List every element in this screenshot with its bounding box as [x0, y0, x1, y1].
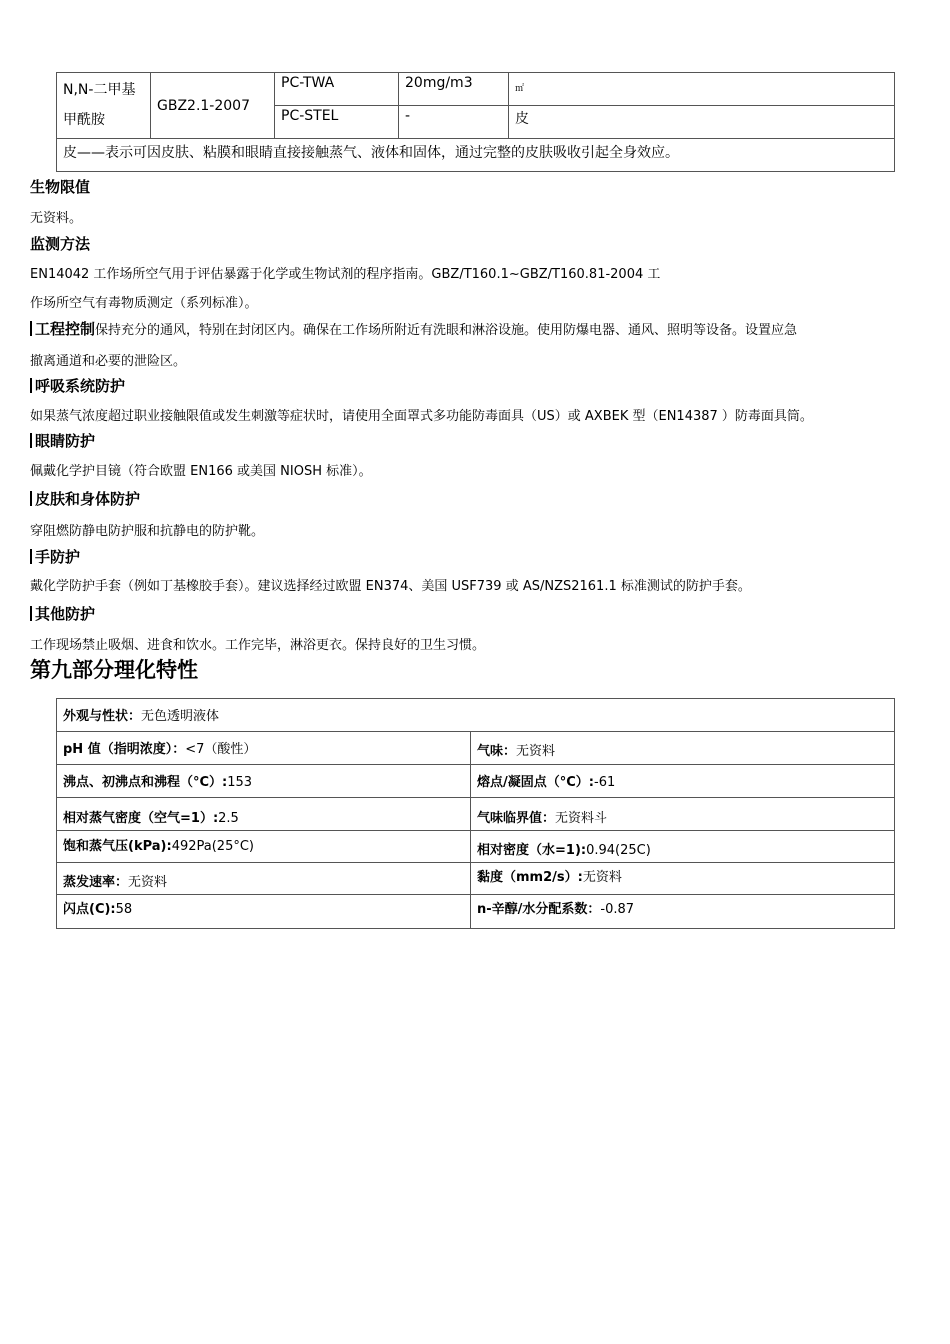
- skin-text: 穿阻燃防静电防护服和抗静电的防护靴。: [30, 524, 265, 539]
- property-cell: [471, 765, 895, 798]
- property-cell: [471, 831, 895, 863]
- skin-note: 皮——表示可因皮肤、粘膜和眼睛直接接触蒸气、液体和固体，通过完整的皮肤吸收引起全身效应。: [57, 139, 895, 172]
- other-heading-wrap: [30, 603, 95, 624]
- property-value: 无资料: [516, 744, 556, 759]
- table-row: [57, 699, 895, 732]
- property-value: 153: [227, 775, 253, 790]
- bio-limit-heading: 生物限值: [30, 178, 91, 196]
- section-9-title: 第九部分理化特性: [30, 658, 198, 682]
- limit-value: 20mg/m3: [399, 73, 509, 106]
- engineering-control: [30, 318, 797, 339]
- property-value: 492Pa(25°C): [171, 839, 254, 854]
- engineering-heading: 工程控制: [35, 320, 96, 338]
- property-value: 2.5: [218, 811, 239, 826]
- skin-heading: 皮肤和身体防护: [35, 490, 141, 508]
- respiratory-heading: 呼吸系统防护: [35, 377, 126, 395]
- property-cell: [471, 732, 895, 765]
- property-label: 外观与性状：: [63, 709, 142, 724]
- table-row: [57, 139, 895, 172]
- property-cell: [57, 798, 471, 831]
- standard-code: GBZ2.1-2007: [151, 73, 275, 139]
- section-marker: [30, 433, 32, 448]
- section-marker: [30, 549, 32, 564]
- property-label: n-辛醇/水分配系数：: [477, 902, 601, 917]
- property-cell: [471, 798, 895, 831]
- monitoring-heading: 监测方法: [30, 235, 91, 253]
- table-row: [57, 798, 895, 831]
- property-value: <7（酸性）: [185, 742, 257, 757]
- other-heading: 其他防护: [35, 605, 96, 623]
- property-value: -0.87: [600, 902, 635, 917]
- monitoring-text-line2: 作场所空气有毒物质测定（系列标准）。: [30, 296, 258, 311]
- limit-remark: ㎡: [509, 73, 895, 106]
- hand-heading: 手防护: [35, 548, 81, 566]
- property-label: pH 值（指明浓度）：: [63, 742, 186, 757]
- property-label: 相对密度（水=1):: [477, 843, 587, 858]
- section-marker: [30, 491, 32, 506]
- respiratory-heading-wrap: [30, 375, 125, 396]
- property-value: 0.94(25C): [586, 843, 651, 858]
- monitoring-text-line1: EN14042 工作场所空气用于评估暴露于化学或生物试剂的程序指南。GBZ/T160.1~GBZ/T160.81-2004 工: [30, 267, 661, 282]
- hand-heading-wrap: [30, 546, 80, 567]
- substance-name: N,N-二甲基甲酰胺: [57, 73, 151, 139]
- property-cell: [57, 831, 471, 863]
- property-label: 黏度（mm2/s）:: [477, 870, 583, 885]
- property-label: 相对蒸气密度（空气=1）:: [63, 811, 219, 826]
- property-label: 熔点/凝固点（°C）:: [477, 775, 594, 790]
- eye-heading-wrap: [30, 430, 95, 451]
- appearance-cell: [57, 699, 895, 732]
- property-value: -61: [594, 775, 616, 790]
- limit-remark: 皮: [509, 106, 895, 139]
- skin-heading-wrap: [30, 488, 140, 509]
- property-value: 无资料: [128, 875, 168, 890]
- other-text: 工作现场禁止吸烟、进食和饮水。工作完毕，淋浴更衣。保持良好的卫生习惯。: [30, 638, 486, 653]
- property-cell: [57, 732, 471, 765]
- property-cell: [57, 863, 471, 895]
- eye-heading: 眼睛防护: [35, 432, 96, 450]
- table-row: [57, 863, 895, 895]
- property-cell: [57, 765, 471, 798]
- exposure-limits-table: [56, 72, 895, 172]
- property-value: 无色透明液体: [141, 709, 220, 724]
- table-row: [57, 895, 895, 929]
- property-value: 无资料: [582, 870, 622, 885]
- hand-text: 戴化学防护手套（例如丁基橡胶手套）。建议选择经过欧盟 EN374、美国 USF739 或 AS/NZS2161.1 标准测试的防护手套。: [30, 579, 751, 594]
- table-row: [57, 732, 895, 765]
- table-row: [57, 73, 895, 106]
- property-label: 饱和蒸气压(kPa):: [63, 839, 172, 854]
- table-row: [57, 831, 895, 863]
- property-label: 沸点、初沸点和沸程（°C）:: [63, 775, 228, 790]
- section-marker: [30, 606, 32, 621]
- property-label: 气味：: [477, 744, 517, 759]
- limit-type: PC-STEL: [275, 106, 399, 139]
- property-label: 气味临界值：: [477, 811, 556, 826]
- property-value: 58: [115, 902, 133, 917]
- property-cell: [471, 863, 895, 895]
- section-marker: [30, 378, 32, 393]
- bio-limit-text: 无资料。: [30, 211, 83, 226]
- respiratory-text: 如果蒸气浓度超过职业接触限值或发生刺激等症状时，请使用全面罩式多功能防毒面具（US）或 AXBEK 型（EN14387 ）防毒面具筒。: [30, 409, 813, 424]
- property-value: 无资料斗: [555, 811, 608, 826]
- property-label: 蒸发速率：: [63, 875, 129, 890]
- properties-table: [56, 698, 895, 929]
- engineering-text-line2: 撤离通道和必要的泄险区。: [30, 354, 187, 369]
- property-cell: [471, 895, 895, 929]
- table-row: [57, 765, 895, 798]
- limit-value: -: [399, 106, 509, 139]
- limit-type: PC-TWA: [275, 73, 399, 106]
- engineering-text-line1: 保持充分的通风，特别在封闭区内。确保在工作场所附近有洗眼和淋浴设施。使用防爆电器、通风、照明等设备。设置应急: [95, 323, 798, 338]
- section-marker: [30, 321, 32, 336]
- eye-text: 佩戴化学护目镜（符合欧盟 EN166 或美国 NIOSH 标准）。: [30, 464, 372, 479]
- property-cell: [57, 895, 471, 929]
- property-label: 闪点(C):: [63, 902, 116, 917]
